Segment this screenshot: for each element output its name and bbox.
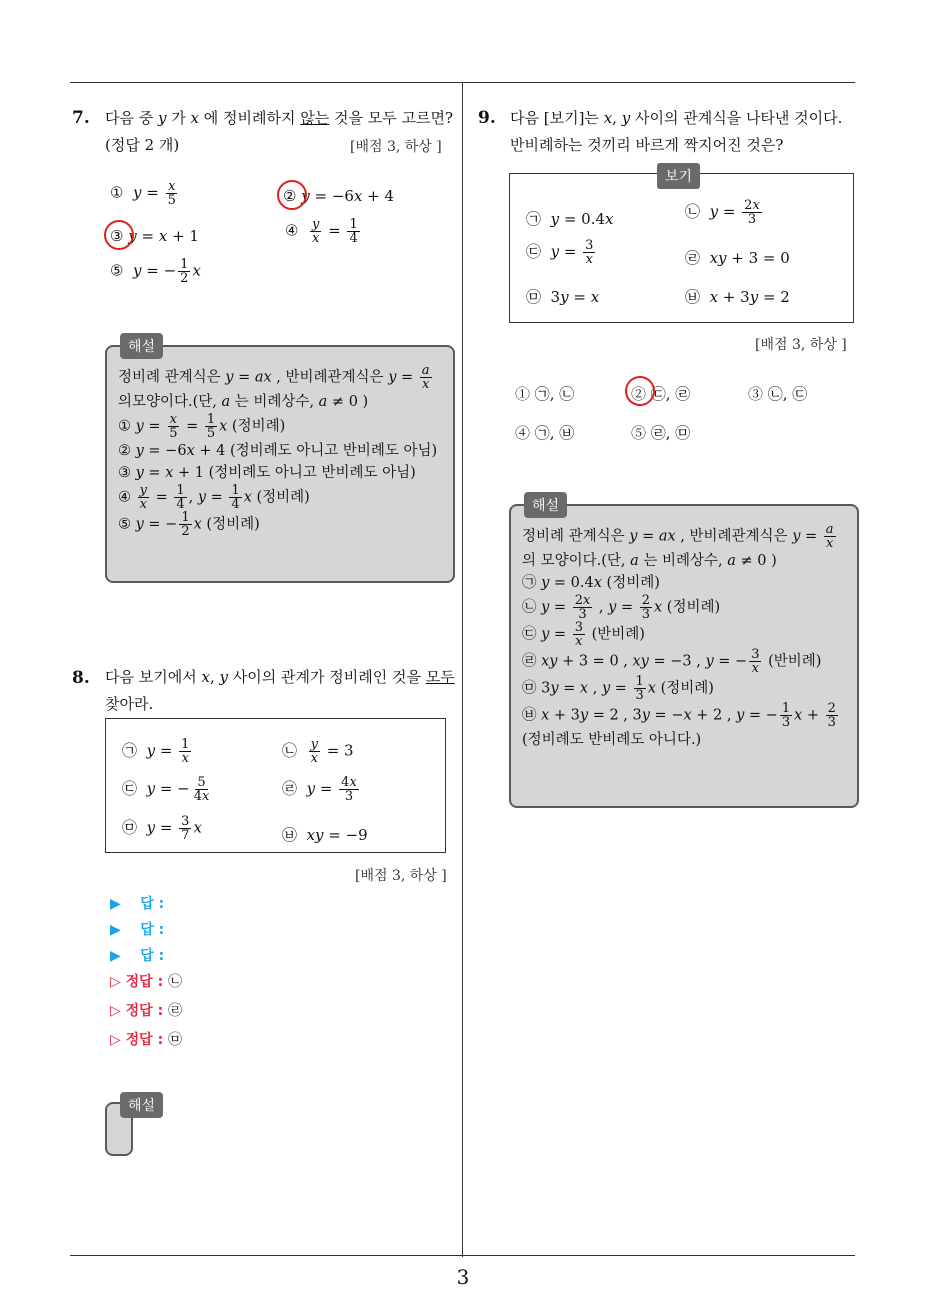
page-number: 3 <box>456 1265 470 1289</box>
q8-item-5: ㉤ y = $\frac{3}{7}$ x <box>122 814 202 843</box>
q8-item-4: ㉣ y = $\frac{4x}{3}$ <box>282 775 357 804</box>
q8-item-6: ㉥ xy = −9 <box>282 826 368 844</box>
q8-item-2: ㉡ $\frac{y}{x}$ = 3 <box>282 737 354 766</box>
q8-answer-blank-3[interactable]: ▶ 답 : <box>110 948 165 964</box>
q8-question-line2: 찾아라. <box>105 695 154 713</box>
q9-choice-2[interactable]: ② ㉢, ㉣ <box>631 385 691 403</box>
q7-solution-tag: 해설 <box>120 333 163 359</box>
q8-answer-blank-1[interactable]: ▶ 답 : <box>110 896 165 912</box>
q7-option-1[interactable]: ① y = $\frac{x}{5}$ <box>110 179 176 208</box>
q8-answer-blank-2[interactable]: ▶ 답 : <box>110 922 165 938</box>
q9-question: 다음 [보기]는 x, y 사이의 관계식을 나타낸 것이다. <box>510 109 843 127</box>
q8-correct-answer-2: ▷ 정답 : ㉣ <box>110 1003 183 1019</box>
q9-choice-5[interactable]: ⑤ ㉣, ㉤ <box>631 424 691 442</box>
column-divider <box>462 82 463 1257</box>
q9-item-1: ㉠ y = 0.4x <box>526 210 614 228</box>
q7-option-2[interactable]: ② y = −6x + 4 <box>283 187 395 205</box>
q7-option-5[interactable]: ⑤ y = − $\frac{1}{2}$ x <box>110 257 201 286</box>
q9-item-6: ㉥ x + 3y = 2 <box>685 288 790 306</box>
q8-number: 8. <box>72 668 90 688</box>
q8-item-3: ㉢ y = − $\frac{5}{4x}$ <box>122 775 210 804</box>
answer-mark-icon <box>625 376 655 406</box>
answer-mark-icon <box>277 180 307 210</box>
answer-mark-icon <box>104 220 134 250</box>
q7-question: 다음 중 y 가 x 에 정비례하지 않는 것을 모두 고르면? <box>105 109 454 127</box>
q7-solution-text: 정비례 관계식은 y = ax , 반비례관계식은 y = $\frac{a}{x}$ 의모양이다.(단, a 는 비례상수, a ≠ 0 ) ① y = $\frac{x}{5}$ = $\frac{1}{5}$ x (정비례) ② y = −6x + 4 (정비례도 아니고 반비례도 아님) ③ y = x + 1 (정비례도 아니고 반비례도 아님) ④ $\frac{y}{x}$ = $\frac{1}{4}$ , y = $\frac{1}{4}$ x (정비례) ⑤ y = − $\frac{1}{2}$ x (정비례) <box>118 363 438 539</box>
q9-item-2: ㉡ y = $\frac{2x}{3}$ <box>685 198 760 227</box>
q9-choice-3[interactable]: ③ ㉡, ㉢ <box>748 385 808 403</box>
q8-item-1: ㉠ y = $\frac{1}{x}$ <box>122 737 190 766</box>
q8-correct-answer-1: ▷ 정답 : ㉡ <box>110 974 183 990</box>
q9-bogi-tag: 보기 <box>657 163 700 189</box>
q7-score: [배점 3, 하상 ] <box>350 139 442 155</box>
q7-option-3[interactable]: ③ y = x + 1 <box>110 227 199 245</box>
q7-note: (정답 2 개) <box>105 136 180 154</box>
q8-solution-tag: 해설 <box>120 1092 163 1118</box>
q9-choice-4[interactable]: ④ ㉠, ㉥ <box>515 424 575 442</box>
q8-correct-answer-3: ▷ 정답 : ㉤ <box>110 1032 183 1048</box>
bottom-rule <box>70 1255 855 1256</box>
q9-item-3: ㉢ y = $\frac{3}{x}$ <box>526 238 594 267</box>
q7-number: 7. <box>72 108 90 128</box>
q8-question: 다음 보기에서 x, y 사이의 관계가 정비례인 것을 모두 <box>105 668 455 686</box>
q9-solution-text: 정비례 관계식은 y = ax , 반비례관계식은 y = $\frac{a}{x}$ 의 모양이다.(단, a 는 비례상수, a ≠ 0 ) ㉠ y = 0.4x (정비례) ㉡ y = $\frac{2x}{3}$ , y = $\frac{2}{3}$ x (정비례) ㉢ y = $\frac{3}{x}$ (반비례) ㉣ xy + 3 = 0 , xy = −3 , y = − $\frac{3}{x}$ (반비례) ㉤ 3y = x , y = $\frac{1}{3}$ x (정비례) ㉥ x + 3y = 2 , 3y = −x + 2 , y = − $\frac{1}{3}$ x + $\frac{2}{3}$ (정비례도 반비례도 아니다.) <box>522 522 836 748</box>
q7-option-4[interactable]: ④ $\frac{y}{x}$ = $\frac{1}{4}$ <box>285 217 358 246</box>
q9-solution-tag: 해설 <box>524 492 567 518</box>
q9-number: 9. <box>478 108 496 128</box>
q9-score: [배점 3, 하상 ] <box>755 337 847 353</box>
q9-item-5: ㉤ 3y = x <box>526 288 600 306</box>
q9-item-4: ㉣ xy + 3 = 0 <box>685 249 790 267</box>
q9-choice-1[interactable]: ① ㉠, ㉡ <box>515 385 575 403</box>
q9-question-line2: 반비례하는 것끼리 바르게 짝지어진 것은? <box>510 136 784 154</box>
q8-score: [배점 3, 하상 ] <box>355 868 447 884</box>
